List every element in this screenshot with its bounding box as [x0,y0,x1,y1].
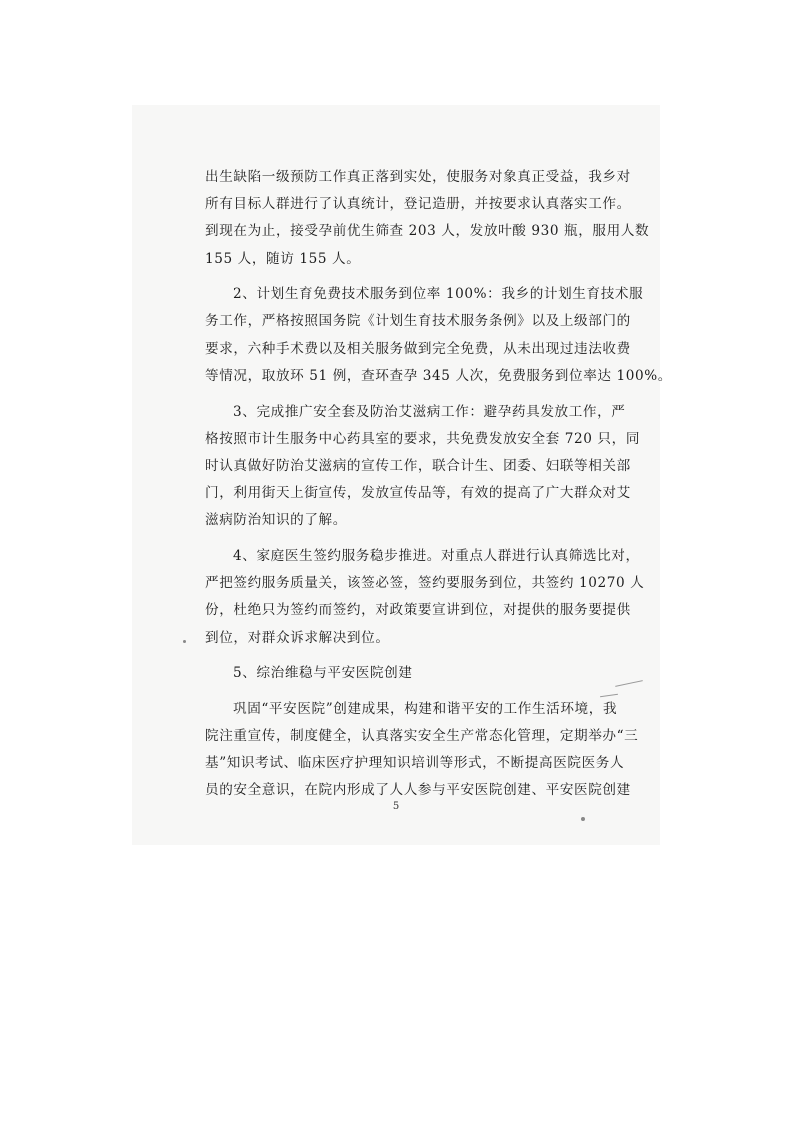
text-line: 出生缺陷一级预防工作真正落到实处，使服务对象真正受益，我乡对 [205,169,631,185]
text-line: 基”知识考试、临床医疗护理知识培训等形式，不断提高医院医务人 [205,755,625,772]
paragraph-heading-2: 2、计划生育免费技术服务到位率 100%：我乡的计划生育技术服 [233,286,644,303]
text-line: 要求，六种手术费以及相关服务做到完全免费，从未出现过违法收费 [205,340,631,357]
paragraph-heading-4: 4、家庭医生签约服务稳步推进。对重点人群进行认真筛选比对， [233,547,640,564]
text-line: 到现在为止，接受孕前优生筛查 203 人，发放叶酸 930 瓶，服用人数 [205,223,650,240]
text-line: 严把签约服务质量关，该签必签，签约要服务到位，共签约 10270 人 [205,575,645,592]
document-body [205,164,672,805]
text-line: 份，杜绝只为签约而签约，对政策要宣讲到位，对提供的服务要提供 [205,602,631,619]
text-line: 院注重宣传，制度健全，认真落实安全生产常态化管理，定期举办“三 [205,728,639,745]
text-line: 等情况，取放环 51 例，查环查孕 345 人次，免费服务到位率达 100%。 [205,367,672,384]
page-number: 5 [392,801,400,812]
text-line: 到位，对群众诉求解决到位。 [205,629,390,646]
scan-speck [183,640,186,643]
text-line: 滋病防治知识的了解。 [205,512,347,529]
text-line: 格按照市计生服务中心药具室的要求，共免费发放安全套 720 只，同 [205,430,641,447]
scan-speck [581,817,585,821]
text-line: 员的安全意识，在院内形成了人人参与平安医院创建、平安医院创建 [205,782,631,799]
text-line: 巩固“平安医院”创建成果，构建和谐平安的工作生活环境，我 [233,700,618,717]
text-line: 门，利用街天上街宣传，发放宣传品等，有效的提高了广大群众对艾 [205,485,631,502]
text-line: 时认真做好防治艾滋病的宣传工作，联合计生、团委、妇联等相关部 [205,457,631,474]
section-heading-5: 5、综治维稳与平安医院创建 [233,665,413,682]
text-line: 155 人，随访 155 人。 [205,250,361,267]
paragraph-heading-3: 3、完成推广安全套及防治艾滋病工作：避孕药具发放工作，严 [233,403,626,420]
text-line: 所有目标人群进行了认真统计，登记造册，并按要求认真落实工作。 [205,196,631,213]
text-line: 务工作，严格按照国务院《计划生育技术服务条例》以及上级部门的 [205,313,631,330]
